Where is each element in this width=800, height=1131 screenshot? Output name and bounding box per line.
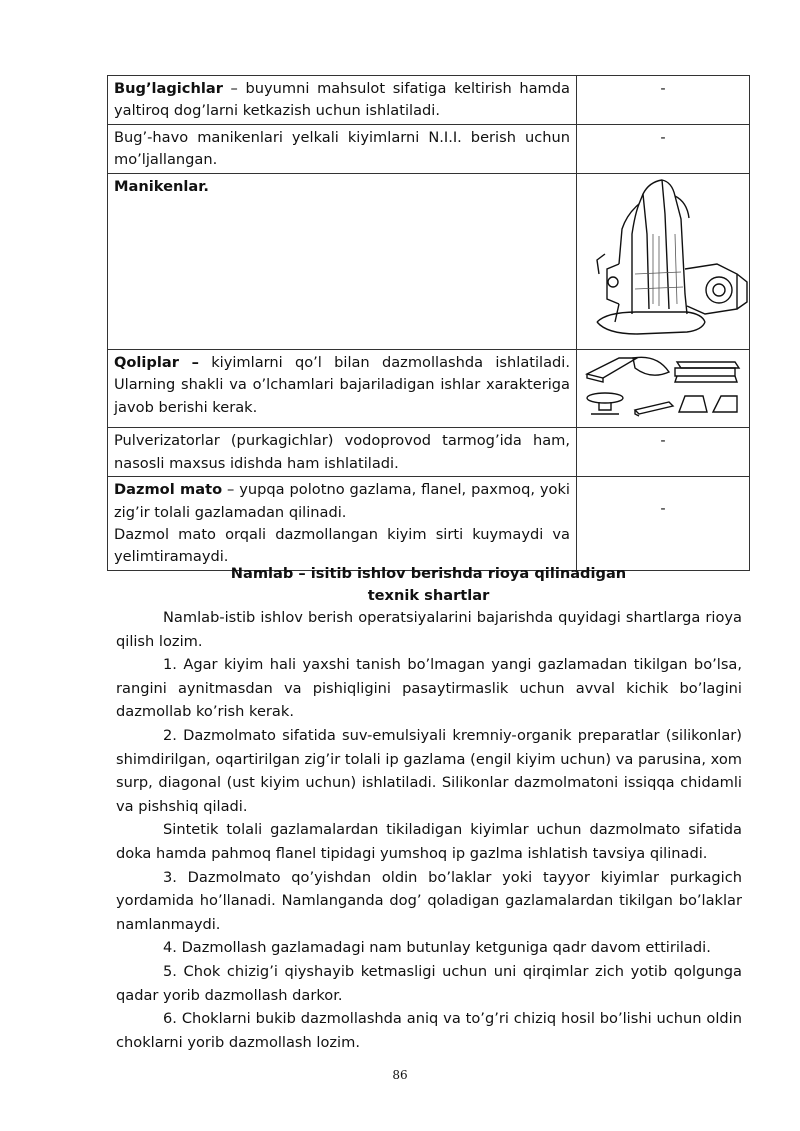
table-cell-description xyxy=(108,124,577,173)
paragraph: 2. Dazmolmato sifatida suv-emulsiyali kremniy-organik preparatlar (silikonlar) shimdirilgan, oqartirilgan zig’ir tolali ip gazlama (engil kiyim uchun) va parusina, xom surp, diagonal (ust kiyim uchun) ishlatiladi. Silikonlar dazmolmatoni issiqqa chidamli va pishshiq qiladi. xyxy=(116,726,742,815)
dash: - xyxy=(660,500,666,518)
paragraph: 6. Choklarni bukib dazmollashda aniq va to’g’ri chiziq hosil bo’lishi uchun oldin choklarni yorib dazmollash lozim. xyxy=(116,1010,742,1051)
dash: - xyxy=(660,80,666,97)
table-row xyxy=(108,477,750,571)
description: Pulverizatorlar (purkagichlar) vodoprovod tarmog’ida ham, nasosli maxsus idishda ham ishlatiladi. xyxy=(114,432,570,472)
table-cell-description xyxy=(108,76,577,125)
table-cell-description xyxy=(108,173,577,349)
page-number: 86 xyxy=(392,1068,408,1082)
term: Dazmol mato xyxy=(114,481,223,499)
table-cell-description xyxy=(108,428,577,477)
dash: - xyxy=(660,432,666,450)
paragraph: 5. Chok chizig’i qiyshayib ketmasligi uchun uni qirqimlar zich yotib qolgunga qadar yorib dazmollash darkor. xyxy=(116,962,742,1004)
description: Dazmol mato orqali dazmollangan kiyim sirti kuymaydi va yelimtiramaydi. xyxy=(114,526,570,566)
paragraph: 4. Dazmollash gazlamadagi nam butunlay ketguniga qadr davom ettiriladi. xyxy=(163,939,711,957)
description: – yupqa polotno gazlama, flanel, paxmoq, yoki zig’ir tolali gazlamadan qilinadi. xyxy=(114,481,570,521)
description: – buyumni mahsulot sifatiga keltirish hamda yaltiroq dog’larni ketkazish uchun ishlatiladi. xyxy=(114,80,570,120)
term: Bug’lagichlar xyxy=(114,80,223,97)
description: kiyimlarni qo’l bilan dazmollashda ishlatiladi. Ularning shakli va o’lchamlari bajariladigan ishlar xarakteriga javob berishi kerak. xyxy=(114,354,570,416)
table-row xyxy=(108,350,750,428)
term: Qoliplar – xyxy=(114,354,199,372)
term: Manikenlar. xyxy=(114,177,209,195)
table-cell-description xyxy=(108,350,577,428)
table-row xyxy=(108,173,750,349)
paragraph: 1. Agar kiyim hali yaxshi tanish bo’lmagan yangi gazlamadan tikilgan bo’lsa, rangini aynitmasdan va pishiqligini pasaytirmaslik uchun avval kichik bo’lagini dazmollab ko’rish kerak. xyxy=(116,656,742,721)
dash: - xyxy=(660,128,666,146)
section-heading-line2: texnik shartlar xyxy=(367,587,490,604)
table-row xyxy=(108,124,750,173)
paragraph: 3. Dazmolmato qo’yishdan oldin bo’laklar yoki tayyor kiyimlar purkagich yordamida ho’llanadi. Namlanganda dog’ qoladigan gazlamalardan tikilgan bo’laklar namlanmaydi. xyxy=(116,868,742,933)
table-cell-image xyxy=(577,428,750,477)
equipment-table xyxy=(107,75,750,571)
table-cell-description xyxy=(108,477,577,571)
mannequin-press-illustration xyxy=(577,174,763,342)
paragraph: Namlab-istib ishlov berish operatsiyalarini bajarishda quyidagi shartlarga rioya qilish lozim. xyxy=(116,609,742,650)
table-row xyxy=(108,76,750,125)
paragraph: Sintetik tolali gazlamalardan tikiladigan kiyimlar uchun dazmolmato sifatida doka hamda pahmoq flanel tipidagi yumshoq ip gazlma ishlatish tavsiya qilinadi. xyxy=(116,821,742,862)
pressing-forms-illustration xyxy=(579,350,747,420)
table-cell-image xyxy=(577,350,750,428)
table-cell-image xyxy=(577,76,750,125)
table-row xyxy=(108,428,750,477)
description: Bug’-havo manikenlari yelkali kiyimlarni N.I.I. berish uchun mo’ljallangan. xyxy=(114,128,570,169)
body-text xyxy=(116,606,742,1054)
table-cell-image xyxy=(577,477,750,571)
table-cell-image xyxy=(577,124,750,173)
table-cell-image xyxy=(577,173,750,349)
section-heading-line1: Namlab – isitib ishlov berishda rioya qilinadigan xyxy=(230,565,627,582)
